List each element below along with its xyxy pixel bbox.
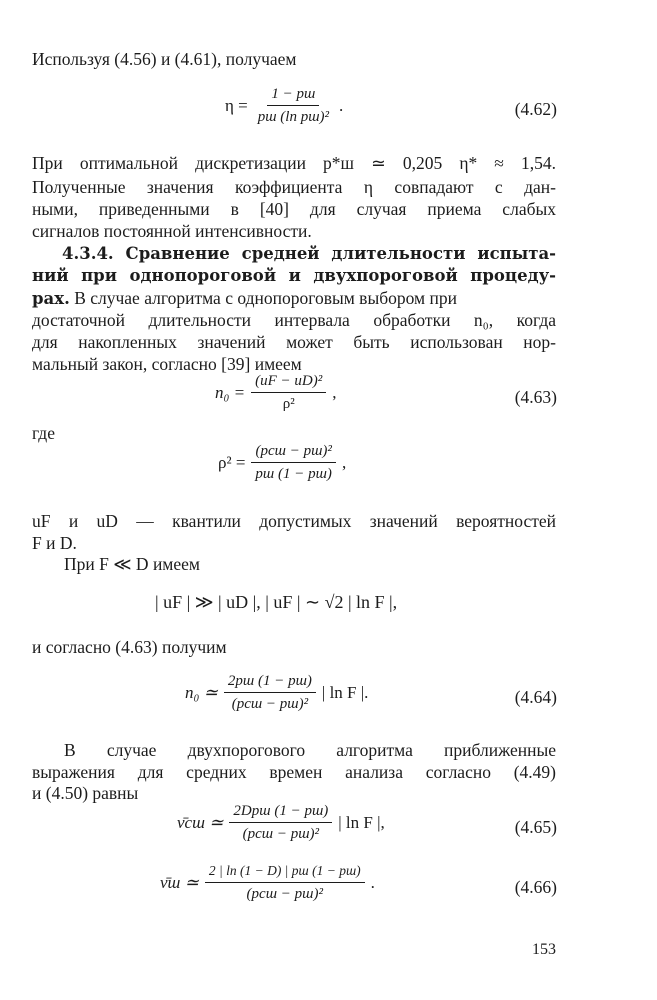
section-line-3: мальный закон, согласно [39] имеем xyxy=(32,354,302,374)
section-line-2: для накопленных значений может быть использован нор- xyxy=(32,332,556,352)
optimal-line-2: Полученные значения коэффициента η совпадают с дан- xyxy=(32,177,556,197)
eq-4-66-denominator: (pсш − pш)² xyxy=(246,886,323,902)
two-threshold-line-2: выражения для средних времен анализа согласно (4.49) xyxy=(32,762,556,782)
where-text: где xyxy=(32,423,55,443)
section-line-1: достаточной длительности интервала обработки n₀, когда xyxy=(32,310,556,330)
optimal-line-3: ными, приведенными в [40] для случая приема слабых xyxy=(32,199,556,219)
eq-4-66-fraction xyxy=(205,862,365,903)
optimal-line-4: сигналов постоянной интенсивности. xyxy=(32,221,312,241)
eq-4-65-tail: | ln F |, xyxy=(338,812,385,832)
eq-4-64-lhs: n₀ ≃ xyxy=(185,682,218,702)
eq-4-63-number: (4.63) xyxy=(514,387,557,407)
eq-4-64-number: (4.64) xyxy=(514,687,557,707)
inequality-formula: | uF | ≫ | uD |, | uF | ∼ √2 | ln F |, xyxy=(155,592,398,612)
eq-4-65-denominator: (pсш − pш)² xyxy=(242,826,320,842)
eq-4-63-denominator: ρ² xyxy=(282,396,295,412)
eq-4-66-numerator: 2 | ln (1 − D) | pш (1 − pш) xyxy=(205,862,365,883)
eq-4-62-lhs: η = xyxy=(225,95,248,115)
equation-4-63 xyxy=(215,372,337,413)
eq-4-62-tail: . xyxy=(339,95,344,115)
section-heading-line-2: ний при однопороговой и двухпороговой процеду- xyxy=(32,266,556,285)
when-line: При F ≪ D имеем xyxy=(64,554,200,574)
rho-eq-denominator: pш (1 − pш) xyxy=(255,466,332,482)
eq-4-64-fraction xyxy=(224,672,316,713)
section-text-first: В случае алгоритма с однопороговым выбором при xyxy=(74,288,457,308)
rho-eq-lhs: ρ² = xyxy=(218,452,246,472)
section-heading-line-3-container xyxy=(32,287,556,310)
quantile-line-2: F и D. xyxy=(32,533,77,553)
eq-4-63-fraction xyxy=(251,372,326,413)
eq-4-63-numerator: (uF − uD)² xyxy=(251,372,326,393)
eq-4-64-tail: | ln F |. xyxy=(321,682,369,702)
section-heading-line-1: 4.3.4. Сравнение средней длительности испыта- xyxy=(62,244,556,263)
and-line: и согласно (4.63) получим xyxy=(32,637,227,657)
equation-4-66 xyxy=(160,862,375,903)
eq-4-63-tail: , xyxy=(332,382,337,402)
eq-4-62-number: (4.62) xyxy=(514,99,557,119)
eq-4-66-number: (4.66) xyxy=(514,877,557,897)
eq-4-64-denominator: (pсш − pш)² xyxy=(231,696,309,712)
eq-4-65-numerator: 2Dpш (1 − pш) xyxy=(229,802,332,823)
two-threshold-line-1: В случае двухпорогового алгоритма приближенные xyxy=(64,740,556,760)
eq-4-63-lhs: n₀ = xyxy=(215,382,246,402)
eq-4-65-fraction xyxy=(229,802,332,843)
optimal-line-1: При оптимальной дискретизации p*ш ≃ 0,205 η* ≈ 1,54. xyxy=(32,153,556,173)
equation-rho xyxy=(218,442,346,483)
page-number: 153 xyxy=(532,941,556,958)
section-heading-line-3: рах. xyxy=(32,289,70,308)
equation-4-64 xyxy=(185,672,368,713)
intro-text: Используя (4.56) и (4.61), получаем xyxy=(32,49,297,69)
eq-4-62-numerator: 1 − pш xyxy=(267,85,319,106)
eq-4-65-number: (4.65) xyxy=(514,817,557,837)
equation-4-65 xyxy=(177,802,385,843)
eq-4-65-lhs: ν̄сш ≃ xyxy=(177,812,224,832)
eq-4-62-denominator: pш (ln pш)² xyxy=(257,109,330,125)
eq-4-66-lhs: ν̄ш ≃ xyxy=(160,872,199,892)
rho-eq-tail: , xyxy=(341,452,347,472)
quantile-line-1: uF и uD — квантили допустимых значений вероятностей xyxy=(32,511,556,531)
rho-eq-numerator: (pсш − pш)² xyxy=(251,442,335,463)
eq-4-66-tail: . xyxy=(370,872,375,892)
eq-4-64-numerator: 2pш (1 − pш) xyxy=(224,672,316,693)
two-threshold-line-3: и (4.50) равны xyxy=(32,783,139,803)
rho-eq-fraction xyxy=(251,442,336,483)
equation-4-62 xyxy=(225,85,343,126)
eq-4-62-fraction xyxy=(254,85,333,126)
